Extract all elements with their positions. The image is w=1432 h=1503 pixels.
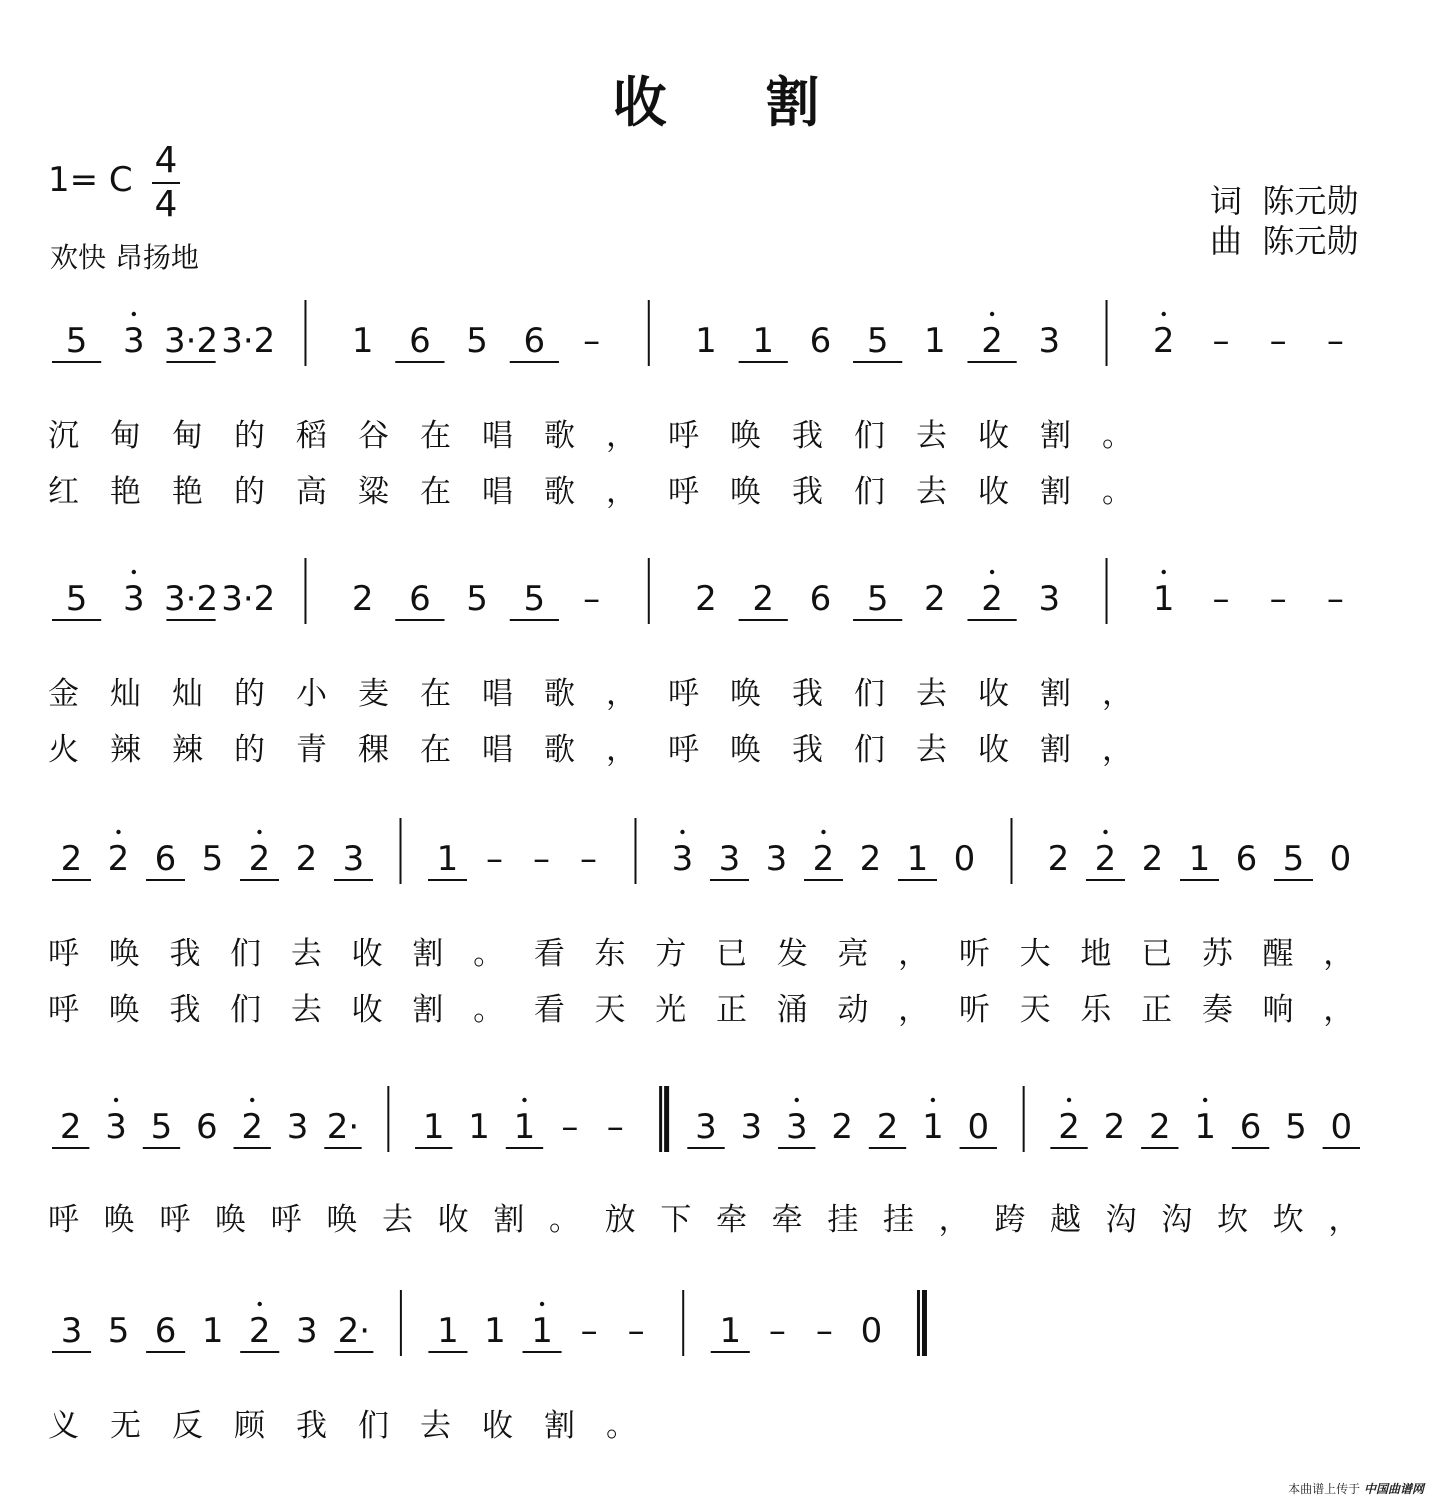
note: 3 — [740, 1107, 763, 1147]
lyric-char: ， — [1328, 1202, 1360, 1238]
octave-dot — [132, 312, 136, 316]
note: – — [486, 839, 503, 879]
composer-credit: 曲 陈元勋 — [1210, 222, 1359, 260]
lyric-char: 听 — [958, 992, 990, 1028]
lyric-char: 呼 — [159, 1202, 191, 1238]
lyric-char: 割 — [493, 1202, 525, 1238]
note: 0 — [860, 1311, 883, 1351]
note: 2 — [351, 579, 374, 619]
lyric-char: ， — [606, 732, 637, 768]
octave-dot — [990, 570, 994, 574]
lyric-char: 大 — [1019, 936, 1051, 972]
note: – — [1326, 321, 1344, 361]
octave-dot — [257, 830, 261, 834]
lyric-char: 的 — [234, 418, 265, 454]
lyric-char: 甸 — [172, 418, 203, 454]
footer-prefix: 本曲谱上传于 — [1288, 1482, 1361, 1496]
note: 1 — [906, 839, 929, 879]
lyric-char: 光 — [655, 992, 687, 1028]
note: 2 — [924, 579, 946, 619]
lyric-char: 正 — [716, 992, 747, 1028]
lyric-char: 的 — [234, 676, 265, 712]
note: 3·2 — [164, 321, 219, 361]
note: 1 — [752, 321, 775, 361]
lyric-char: 天 — [1019, 992, 1051, 1028]
note: 3·2 — [221, 579, 276, 619]
lyric-char: 呼 — [668, 732, 699, 768]
lyric-char: 顾 — [234, 1408, 265, 1444]
note: 0 — [953, 839, 976, 879]
note: – — [1269, 321, 1287, 361]
lyric-char: 辣 — [172, 732, 203, 768]
note: 2 — [695, 579, 717, 619]
lyric-char: 收 — [978, 474, 1009, 510]
lyric-char: 唤 — [326, 1202, 358, 1238]
lyric-char: 发 — [776, 936, 808, 972]
note: – — [580, 839, 597, 879]
lyric-char: 小 — [296, 676, 327, 712]
lyric-char: 灿 — [110, 676, 141, 712]
lyric-char: 下 — [660, 1202, 692, 1238]
lyric-char: 已 — [1141, 936, 1173, 972]
lyric-char: 跨 — [994, 1202, 1026, 1238]
lyric-char: 牵 — [771, 1202, 803, 1238]
lyric-char: ， — [938, 1202, 970, 1238]
lyric-char: 收 — [978, 676, 1009, 712]
lyric-char: 歌 — [544, 474, 575, 510]
lyric-char: 去 — [382, 1202, 413, 1238]
lyric-char: 我 — [792, 676, 823, 712]
lyric-char: 歌 — [544, 676, 575, 712]
note: 3·2 — [221, 321, 276, 361]
note: – — [580, 1311, 598, 1351]
lyric-char: 割 — [1040, 418, 1071, 454]
lyric-char: 在 — [420, 676, 451, 712]
note: 3 — [785, 1107, 808, 1147]
lyric-char: 高 — [296, 474, 327, 510]
note: 1 — [422, 1107, 445, 1147]
note: – — [815, 1311, 833, 1351]
octave-dot — [795, 1098, 799, 1102]
lyric-char: ， — [1102, 676, 1133, 712]
lyric-char: 们 — [854, 732, 885, 768]
note: 1 — [437, 1311, 459, 1351]
note: – — [768, 1311, 786, 1351]
note: 5 — [466, 579, 488, 619]
lyric-char: 地 — [1080, 936, 1112, 972]
lyric-char: 我 — [792, 474, 823, 510]
upload-footer — [1288, 1480, 1424, 1497]
lyric-char: ， — [1102, 732, 1133, 768]
time-signature-bottom: 4 — [154, 184, 178, 225]
lyric-char: 已 — [716, 936, 747, 972]
lyric-char: 割 — [412, 992, 444, 1028]
lyric-char: 响 — [1262, 992, 1294, 1028]
lyric-char: 去 — [290, 992, 322, 1028]
lyric-char: 收 — [437, 1202, 469, 1238]
note: 6 — [196, 1107, 218, 1147]
lyric-char: 金 — [48, 676, 79, 712]
octave-dot — [990, 312, 994, 316]
lyric-char: 坎 — [1217, 1202, 1248, 1238]
lyric-char: 麦 — [358, 676, 389, 712]
octave-dot — [250, 1098, 254, 1102]
lyric-char: ， — [1323, 992, 1355, 1028]
lyric-char: 牵 — [716, 1202, 747, 1238]
note: 2· — [326, 1107, 360, 1147]
lyric-char: 呼 — [48, 1202, 79, 1238]
lyric-char: 去 — [916, 418, 947, 454]
site-logo-text: 中国曲谱网 — [1363, 1482, 1424, 1496]
note: – — [583, 321, 601, 361]
note: 1 — [484, 1311, 506, 1351]
lyric-char: 我 — [169, 992, 201, 1028]
lyric-char: 的 — [234, 732, 265, 768]
lyric-char: ， — [1323, 936, 1355, 972]
octave-dot — [522, 1098, 526, 1102]
note: 2 — [876, 1107, 899, 1147]
lyric-char: 歌 — [544, 732, 575, 768]
lyric-char: 歌 — [544, 418, 575, 454]
lyric-char: 们 — [854, 418, 885, 454]
lyric-char: 动 — [837, 992, 869, 1028]
note: 3 — [286, 1107, 309, 1147]
octave-dot — [1162, 312, 1166, 316]
lyric-char: 唱 — [482, 676, 513, 712]
lyric-char: 。 — [473, 936, 505, 972]
lyric-char: 唤 — [108, 992, 140, 1028]
lyric-char: 唱 — [482, 418, 513, 454]
note: 3 — [695, 1107, 717, 1147]
note: 1 — [924, 321, 946, 361]
note: 5 — [201, 839, 224, 879]
lyric-char: 沟 — [1105, 1202, 1137, 1238]
lyric-char: 稻 — [296, 418, 327, 454]
lyric-char: 收 — [351, 992, 383, 1028]
lyric-char: 沟 — [1161, 1202, 1193, 1238]
note: 2 — [1148, 1107, 1171, 1147]
key-signature: 1= C — [48, 160, 133, 200]
lyric-char: 在 — [420, 418, 451, 454]
lyric-char: 我 — [169, 936, 201, 972]
lyric-char: 红 — [48, 474, 79, 510]
note: 3 — [1038, 579, 1061, 619]
lyric-char: 无 — [110, 1408, 141, 1444]
octave-dot — [1103, 830, 1107, 834]
lyric-char: 。 — [1102, 474, 1133, 510]
lyric-char: 割 — [544, 1408, 575, 1444]
lyric-char: 东 — [594, 936, 626, 972]
octave-dot — [1162, 570, 1166, 574]
note: – — [1212, 321, 1230, 361]
lyric-char: 们 — [230, 936, 262, 972]
note: 6 — [409, 321, 431, 361]
note: 0 — [1329, 839, 1352, 879]
lyric-char: 醒 — [1262, 936, 1294, 972]
lyric-char: 收 — [482, 1408, 513, 1444]
note: 5 — [1282, 839, 1305, 879]
lyric-char: 听 — [958, 936, 990, 972]
lyric-char: 去 — [916, 732, 947, 768]
octave-dot — [931, 1098, 935, 1102]
lyric-char: 我 — [792, 732, 823, 768]
lyric-char: 反 — [172, 1408, 203, 1444]
note: 0 — [1330, 1107, 1353, 1147]
lyric-char: 看 — [533, 936, 565, 972]
note: 5 — [523, 579, 546, 619]
lyric-char: 义 — [48, 1408, 79, 1444]
note: 2 — [1141, 839, 1164, 879]
lyric-char: 天 — [594, 992, 626, 1028]
note: 2 — [248, 1311, 271, 1351]
lyric-char: 稞 — [358, 732, 389, 768]
lyricist-credit: 词 陈元勋 — [1210, 182, 1359, 220]
lyric-char: 割 — [1040, 732, 1071, 768]
lyric-char: 越 — [1050, 1202, 1081, 1238]
lyric-char: 们 — [854, 676, 885, 712]
lyric-char: 亮 — [837, 936, 869, 972]
song-title: 收 割 — [612, 71, 860, 134]
lyric-char: 正 — [1141, 992, 1173, 1028]
lyric-char: ， — [606, 676, 637, 712]
lyric-char: 艳 — [172, 474, 203, 510]
note: 6 — [523, 321, 546, 361]
lyric-char: ， — [898, 936, 930, 972]
note: 5 — [866, 321, 889, 361]
lyric-char: 青 — [296, 732, 327, 768]
note: 5 — [1285, 1107, 1307, 1147]
note: 3·2 — [164, 579, 219, 619]
tempo-marking: 欢快 昂扬地 — [50, 241, 199, 274]
note: 3 — [1038, 321, 1061, 361]
note: 3 — [342, 839, 365, 879]
lyric-char: 收 — [351, 936, 383, 972]
note: 3 — [105, 1107, 127, 1147]
note: 3 — [718, 839, 741, 879]
note: 2 — [60, 839, 83, 879]
lyric-char: 。 — [473, 992, 505, 1028]
lyric-char: 艳 — [110, 474, 141, 510]
lyric-char: 灿 — [172, 676, 203, 712]
lyric-char: 。 — [606, 1408, 637, 1444]
note: – — [583, 579, 601, 619]
note: – — [533, 839, 550, 879]
lyric-char: 割 — [412, 936, 444, 972]
lyric-char: 方 — [655, 936, 687, 972]
lyric-char: 苏 — [1201, 936, 1233, 972]
lyric-char: 唤 — [108, 936, 140, 972]
lyric-char: 。 — [549, 1202, 580, 1238]
note: 6 — [154, 1311, 177, 1351]
note: 2 — [981, 321, 1003, 361]
lyric-char: 呼 — [668, 676, 699, 712]
note: 3 — [60, 1311, 83, 1351]
lyric-char: 的 — [234, 474, 265, 510]
lyric-char: ， — [606, 418, 637, 454]
lyric-char: 割 — [1040, 474, 1071, 510]
note: 1 — [1152, 579, 1175, 619]
note: 3 — [671, 839, 694, 879]
lyric-char: 在 — [420, 732, 451, 768]
lyric-char: 去 — [916, 474, 947, 510]
lyric-char: 去 — [916, 676, 947, 712]
lyric-char: 看 — [533, 992, 565, 1028]
lyric-char: 割 — [1040, 676, 1071, 712]
lyric-char: 呼 — [270, 1202, 302, 1238]
note: 3 — [123, 579, 145, 619]
note: 2 — [752, 579, 775, 619]
note: 2 — [295, 839, 318, 879]
note: 1 — [513, 1107, 536, 1147]
note: 5 — [65, 579, 88, 619]
note: – — [1269, 579, 1287, 619]
lyric-char: 唤 — [730, 418, 761, 454]
note: 2 — [1058, 1107, 1080, 1147]
lyric-char: ， — [606, 474, 637, 510]
note: 6 — [1239, 1107, 1262, 1147]
lyric-char: 们 — [358, 1408, 389, 1444]
note: 2· — [337, 1311, 371, 1351]
octave-dot — [821, 830, 825, 834]
note: 6 — [809, 321, 832, 361]
lyric-char: 唤 — [103, 1202, 135, 1238]
lyric-char: 去 — [290, 936, 322, 972]
lyric-char: 呼 — [668, 418, 699, 454]
octave-dot — [114, 1098, 118, 1102]
note: 2 — [981, 579, 1003, 619]
lyric-char: 收 — [978, 732, 1009, 768]
octave-dot — [1067, 1098, 1071, 1102]
lyric-char: 我 — [296, 1408, 327, 1444]
note: – — [627, 1311, 645, 1351]
lyric-char: 涌 — [776, 992, 808, 1028]
note: 2 — [1152, 321, 1175, 361]
note: 5 — [107, 1311, 130, 1351]
note: 6 — [809, 579, 832, 619]
lyric-char: 唤 — [730, 732, 761, 768]
note: 2 — [107, 839, 130, 879]
lyric-char: 收 — [978, 418, 1009, 454]
lyric-char: 甸 — [110, 418, 141, 454]
note: 1 — [719, 1311, 742, 1351]
note: 2 — [1047, 839, 1070, 879]
lyric-char: 火 — [48, 732, 79, 768]
note: 5 — [466, 321, 488, 361]
note: 1 — [531, 1311, 553, 1351]
note: 6 — [409, 579, 431, 619]
lyric-char: 去 — [420, 1408, 451, 1444]
lyric-char: 唤 — [730, 676, 761, 712]
note: – — [561, 1107, 579, 1147]
octave-dot — [540, 1302, 544, 1306]
lyric-char: 挂 — [883, 1202, 914, 1238]
note: 2 — [59, 1107, 82, 1147]
note: 1 — [1188, 839, 1211, 879]
lyric-char: 们 — [230, 992, 262, 1028]
lyric-char: 粱 — [358, 474, 389, 510]
note: 3 — [765, 839, 788, 879]
octave-dot — [258, 1302, 262, 1306]
lyric-char: 辣 — [110, 732, 141, 768]
lyric-char: 唱 — [482, 732, 513, 768]
note: 5 — [150, 1107, 173, 1147]
note: 3 — [295, 1311, 318, 1351]
note: 2 — [1094, 839, 1117, 879]
note: 1 — [436, 839, 459, 879]
lyric-char: 我 — [792, 418, 823, 454]
lyric-char: ， — [898, 992, 930, 1028]
lyric-char: 呼 — [48, 936, 79, 972]
note: 1 — [695, 321, 717, 361]
octave-dot — [116, 830, 120, 834]
lyric-char: 谷 — [358, 418, 389, 454]
note: 1 — [201, 1311, 224, 1351]
octave-dot — [132, 570, 136, 574]
note: 2 — [241, 1107, 264, 1147]
lyric-char: 唱 — [482, 474, 513, 510]
note: 1 — [922, 1107, 944, 1147]
octave-dot — [680, 830, 684, 834]
lyric-char: 在 — [420, 474, 451, 510]
note: 6 — [1235, 839, 1258, 879]
note: 2 — [812, 839, 835, 879]
lyric-char: 挂 — [827, 1202, 859, 1238]
lyric-char: 呼 — [668, 474, 699, 510]
lyric-char: 坎 — [1272, 1202, 1304, 1238]
lyric-char: 乐 — [1080, 992, 1112, 1028]
note: 5 — [65, 321, 88, 361]
lyric-char: 奏 — [1201, 992, 1233, 1028]
lyric-char: 呼 — [48, 992, 79, 1028]
lyric-char: 沉 — [48, 418, 79, 454]
lyric-char: 唤 — [215, 1202, 246, 1238]
note: 1 — [351, 321, 374, 361]
note: 2 — [248, 839, 271, 879]
lyric-char: 。 — [1102, 418, 1133, 454]
note: 3 — [123, 321, 145, 361]
note: 2 — [859, 839, 882, 879]
time-signature-top: 4 — [154, 140, 178, 181]
lyric-char: 放 — [604, 1202, 636, 1238]
lyric-char: 们 — [854, 474, 885, 510]
note: – — [606, 1107, 624, 1147]
note: – — [1326, 579, 1344, 619]
lyric-char: 唤 — [730, 474, 761, 510]
note: 1 — [1194, 1107, 1216, 1147]
note: 1 — [468, 1107, 490, 1147]
note: 0 — [967, 1107, 990, 1147]
note: 2 — [1103, 1107, 1126, 1147]
note: 6 — [154, 839, 177, 879]
note: – — [1212, 579, 1230, 619]
note: 2 — [831, 1107, 853, 1147]
note: 5 — [866, 579, 889, 619]
octave-dot — [1203, 1098, 1207, 1102]
